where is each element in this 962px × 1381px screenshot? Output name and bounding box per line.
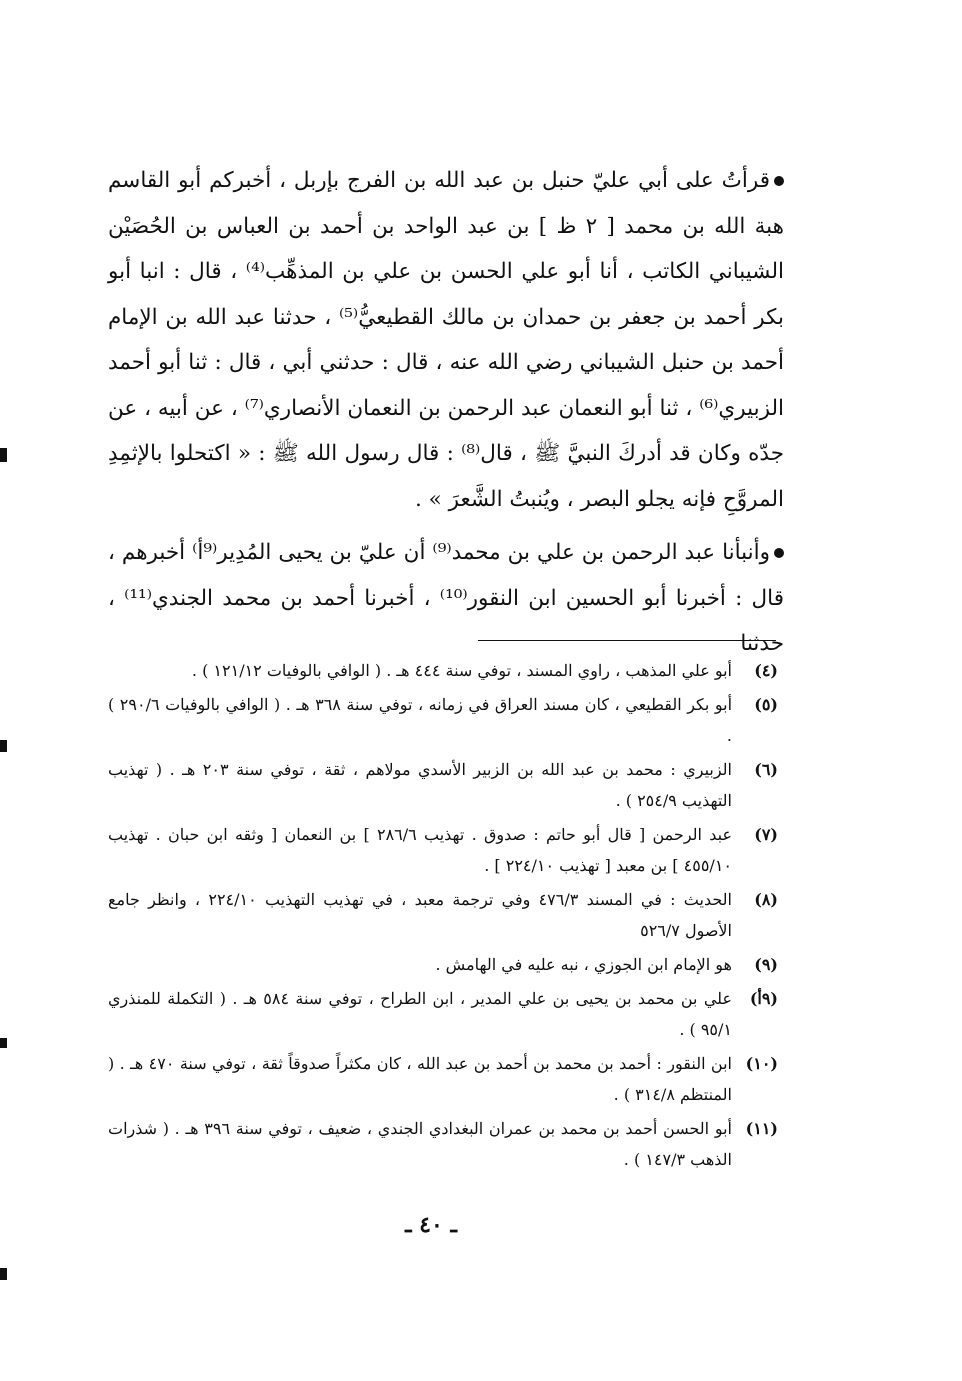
footnotes: [108, 655, 778, 1178]
footnote-number: (٥): [754, 695, 778, 714]
footnote-text: أبو الحسن أحمد بن محمد بن عمران البغدادي الجندي ، ضعيف ، توفي سنة ٣٩٦ هـ . ( شذرات الذهب ١٤٧/٣ ) .: [108, 1119, 732, 1169]
footnote: [108, 949, 778, 980]
footnote-text: ابن النقور : أحمد بن محمد بن أحمد بن عبد الله ، كان مكثراً صدوقاً ثقة ، توفي سنة ٤٧٠ هـ . ( المنتظم ٣١٤/٨ ) .: [108, 1054, 733, 1104]
footnote-text: الحديث : في المسند ٤٧٦/٣ وفي ترجمة معبد ، في تهذيب التهذيب ٢٢٤/١٠ ، وانظر جامع الأصول ٥٢٦/٧: [108, 890, 733, 940]
footnote-number: (٩أ): [749, 989, 778, 1008]
footnote-text: علي بن محمد بن يحيى بن علي المدير ، ابن الطراح ، توفي سنة ٥٨٤ هـ . ( التكملة للمنذري ٩٥/١ ) .: [108, 989, 733, 1039]
footnote-text: أبو بكر القطيعي ، كان مسند العراق في زمانه ، توفي سنة ٣٦٨ هـ . ( الوافي بالوفيات ٢٩٠/٦ ) .: [108, 695, 733, 745]
scan-edge-mark: [0, 448, 7, 462]
footnote-separator: [478, 640, 776, 641]
footnote-number: (٨): [754, 890, 778, 909]
scan-edge-mark: [0, 1268, 7, 1280]
footnote: [108, 754, 778, 816]
footnote: [108, 655, 778, 686]
scan-edge-mark: [0, 740, 7, 752]
footnote-number: (٩): [754, 955, 778, 974]
footnote: [108, 983, 778, 1045]
footnote-number: (٧): [754, 825, 778, 844]
paragraph-1: [108, 158, 784, 522]
paragraph-1-text: قرأتُ على أبي عليّ حنبل بن عبد الله بن الفرج بإربل ، أخبركم أبو القاسم هبة الله بن محمد [ ٢ ظ ] بن عبد الواحد بن أحمد بن العباس بن الحُصَيْن الشيباني الكاتب ، أنا أبو علي الحسن بن علي بن المذهِّب⁽⁴⁾ ، قال : انبا أبو بكر أحمد بن جعفر بن حمدان بن مالك القطيعيُّ⁽⁵⁾ ، حدثنا عبد الله بن الإمام أحمد بن حنبل الشيباني رضي الله عنه ، قال : حدثني أبي ، قال : ثنا أبو أحمد الزبيري⁽⁶⁾ ، ثنا أبو النعمان عبد الرحمن بن النعمان الأنصاري⁽⁷⁾ ، عن أبيه ، عن جدّه وكان قد أدركَ النبيَّ ﷺ ، قال⁽⁸⁾ : قال رسول الله ﷺ : « اكتحلوا بالإثمِدِ المروَّحِ فإنه يجلو البصر ، ويُنبتُ الشَّعرَ » .: [108, 168, 784, 512]
footnote: [108, 884, 778, 946]
footnote-number: (١١): [745, 1119, 778, 1138]
footnote-number: (٦): [754, 760, 778, 779]
footnote-text: أبو علي المذهب ، راوي المسند ، توفي سنة ٤٤٤ هـ . ( الوافي بالوفيات ١٢١/١٢ ) .: [191, 661, 732, 680]
footnote: [108, 689, 778, 751]
footnote-text: عبد الرحمن [ قال أبو حاتم : صدوق . تهذيب ٢٨٦/٦ ] بن النعمان [ وثقه ابن حبان . تهذيب ٤٥٥/١٠ ] بن معبد [ تهذيب ٢٢٤/١٠ ] .: [108, 825, 733, 875]
footnote: [108, 819, 778, 881]
footnote-number: (٤): [754, 661, 778, 680]
footnote-number: (١٠): [745, 1054, 778, 1073]
footnote: [108, 1113, 778, 1175]
paragraph-2-text: وأنبأنا عبد الرحمن بن علي بن محمد⁽⁹⁾ أن عليّ بن يحيى المُدِير⁽⁹أ⁾ أخبرهم ، قال : أخبرنا أبو الحسين ابن النقور⁽¹⁰⁾ ، أخبرنا أحمد بن محمد الجندي⁽¹¹⁾ ، حدثنا: [108, 540, 784, 656]
paragraph-2: [108, 530, 784, 667]
footnote-text: الزبيري : محمد بن عبد الله بن الزبير الأسدي مولاهم ، ثقة ، توفي سنة ٢٠٣ هـ . ( تهذيب التهذيب ٢٥٤/٩ ) .: [108, 760, 732, 810]
bullet-icon: [774, 176, 784, 186]
page-number: ـ ٤٠ ـ: [405, 1212, 457, 1238]
main-text: [108, 158, 784, 667]
bullet-icon: [774, 548, 784, 558]
footnote-text: هو الإمام ابن الجوزي ، نبه عليه في الهامش .: [435, 955, 732, 974]
scan-edge-mark: [0, 1038, 7, 1048]
footnote: [108, 1048, 778, 1110]
